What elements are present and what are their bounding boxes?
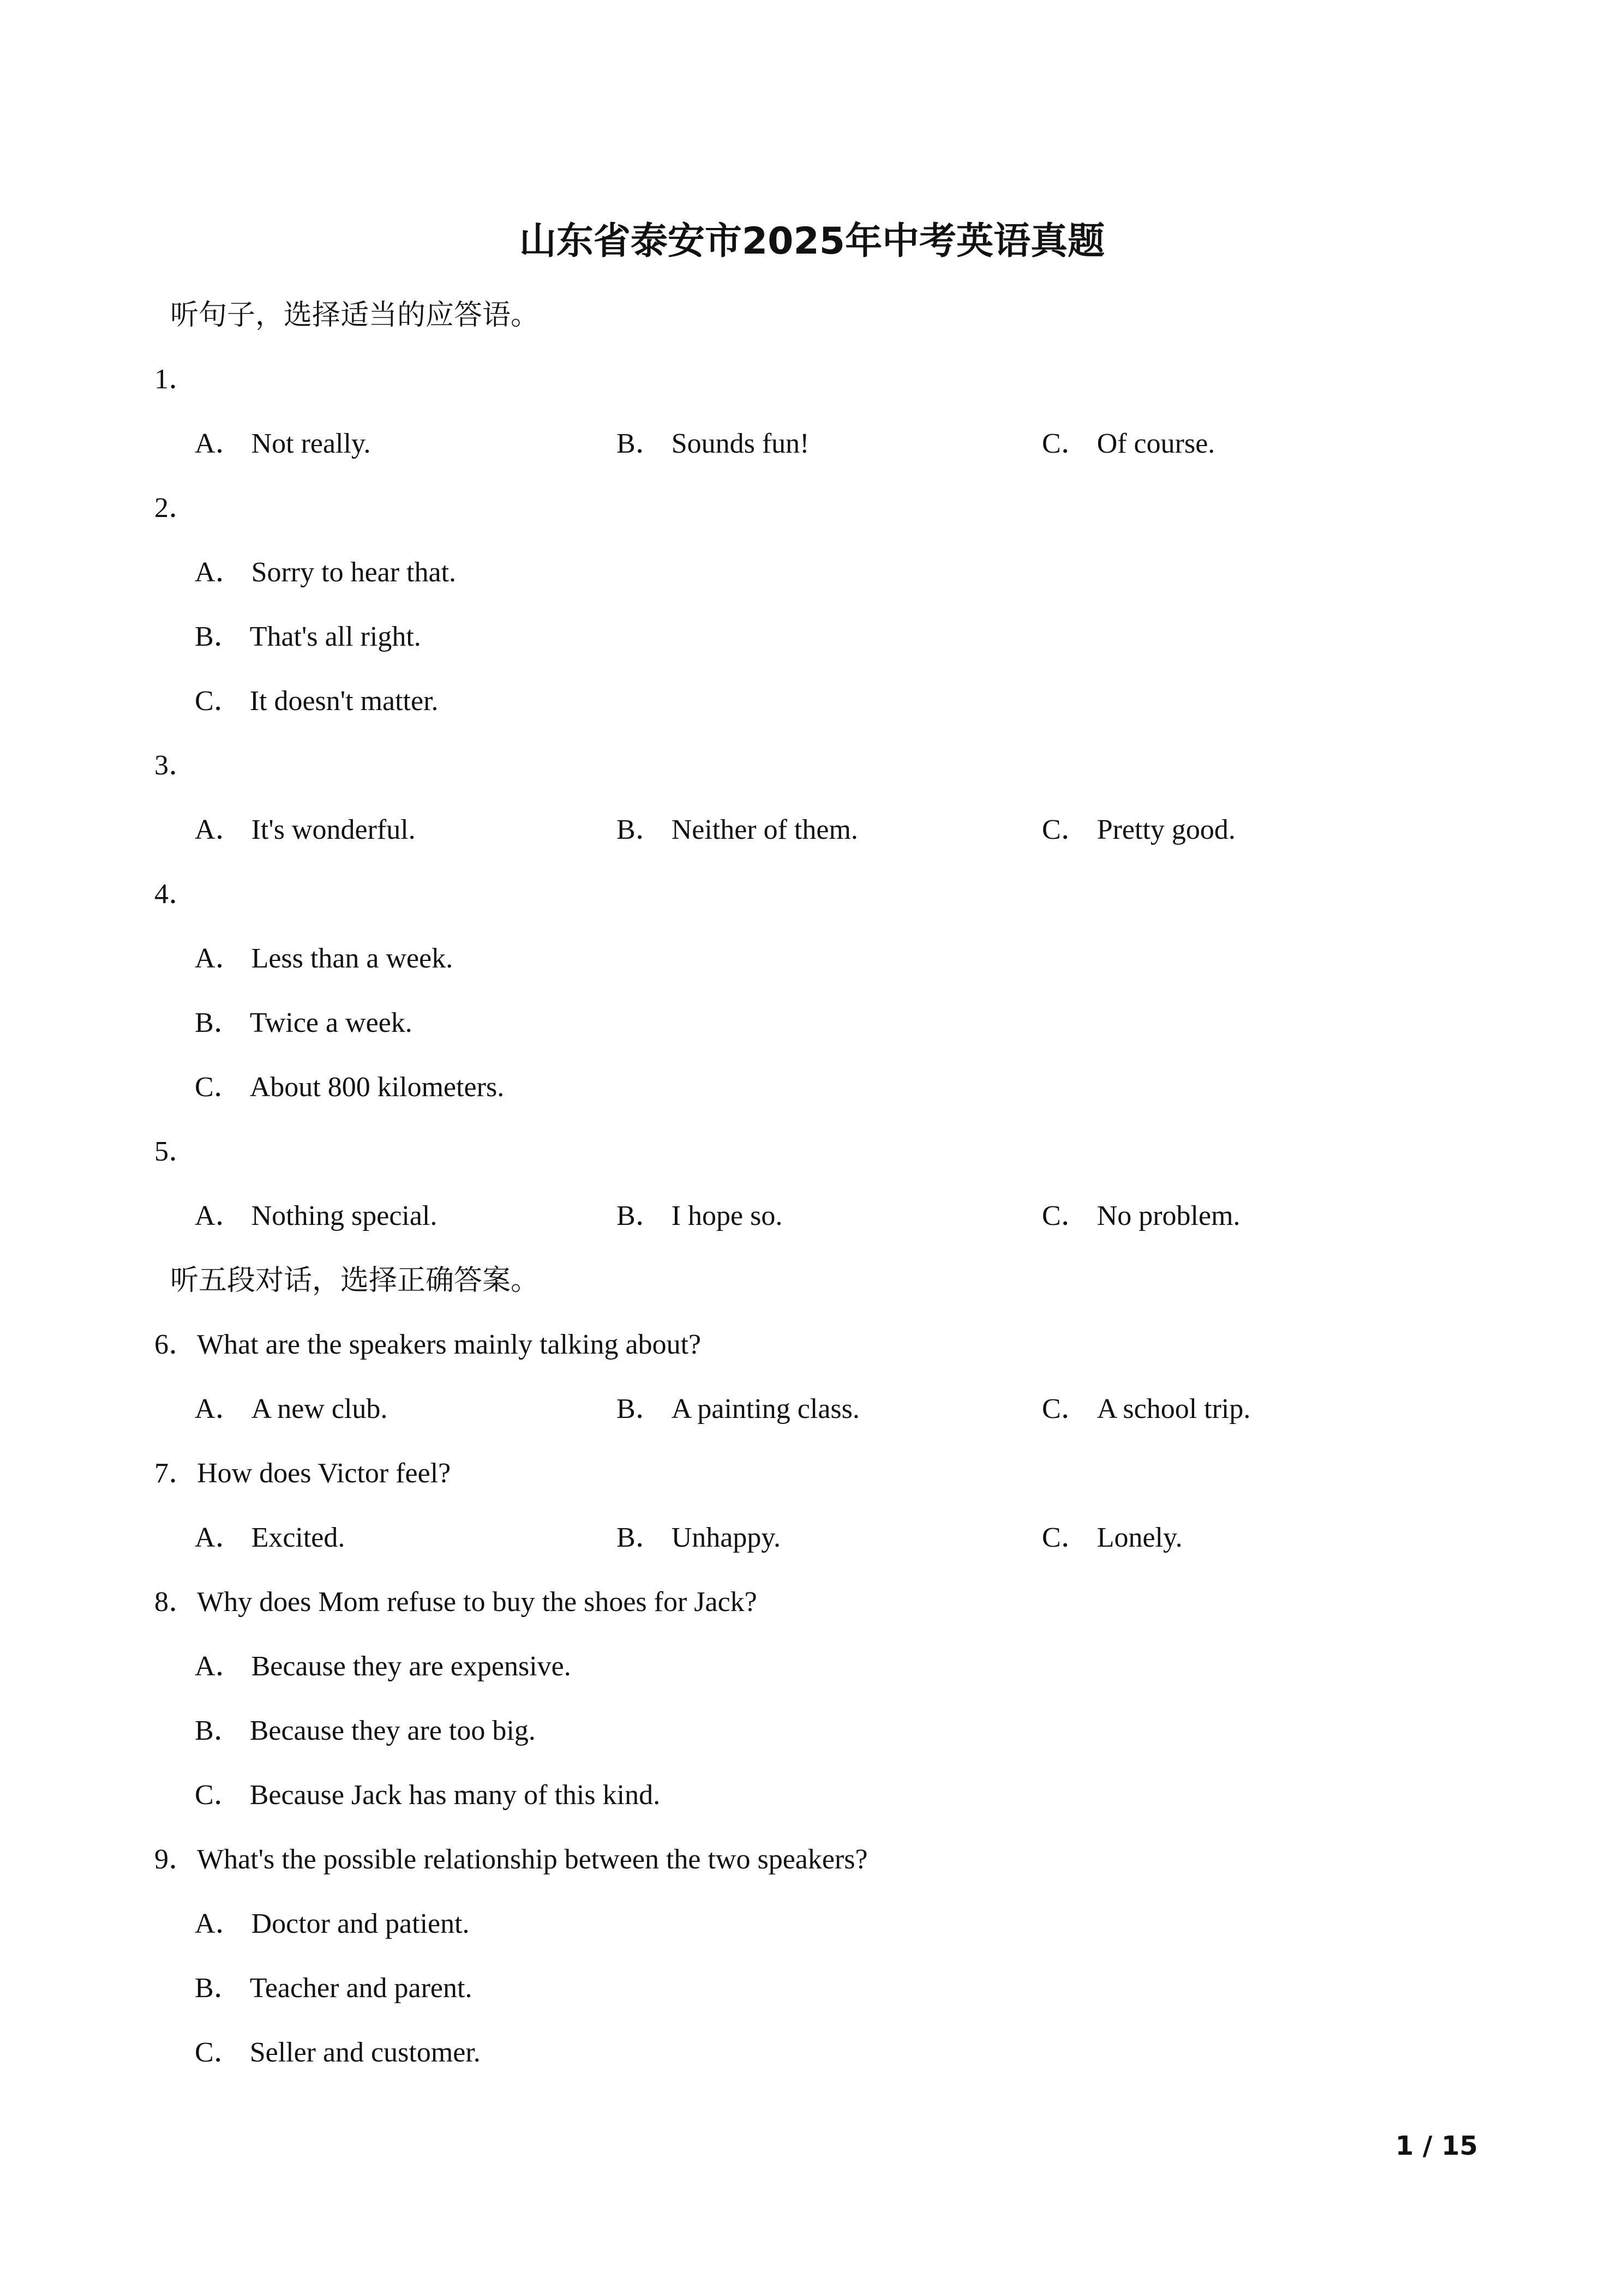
question-stem — [154, 1838, 868, 1882]
section-instruction-2: 听五段对话，选择正确答案。 — [170, 1264, 540, 1297]
option-a — [195, 1387, 387, 1431]
question-text: How does Victor feel? — [197, 1458, 451, 1489]
question-text: Why does Mom refuse to buy the shoes for Jack? — [197, 1586, 757, 1618]
option-label: B． — [195, 621, 242, 652]
question-number: 4． — [154, 879, 197, 910]
option-b — [616, 808, 858, 852]
option-text: Teacher and parent. — [249, 1973, 472, 2004]
option-b — [616, 1516, 781, 1560]
option-text: Because they are too big. — [249, 1715, 536, 1746]
option-a — [195, 422, 371, 466]
option-text: Not really. — [251, 428, 371, 459]
option-a — [195, 1194, 437, 1238]
option-a — [195, 1645, 571, 1688]
question-number: 7． — [154, 1458, 197, 1489]
option-label: C． — [195, 1072, 242, 1103]
option-b — [616, 1387, 860, 1431]
option-b — [195, 615, 421, 659]
question-number: 2． — [154, 492, 197, 524]
option-label: C． — [195, 2037, 242, 2068]
option-text: Unhappy. — [671, 1522, 781, 1553]
question-text: What's the possible relationship between the two speakers? — [197, 1844, 868, 1875]
option-label: C． — [1042, 1393, 1089, 1425]
option-text: Lonely. — [1096, 1522, 1183, 1553]
option-text: A painting class. — [671, 1393, 860, 1425]
option-label: A． — [195, 428, 244, 459]
section-instruction-1: 听句子，选择适当的应答语。 — [170, 299, 540, 332]
option-label: A． — [195, 1908, 244, 1939]
option-label: B． — [616, 1393, 664, 1425]
option-text: That's all right. — [249, 621, 421, 652]
option-text: Nothing special. — [251, 1200, 438, 1231]
option-text: Because Jack has many of this kind. — [249, 1780, 661, 1811]
option-b — [195, 1967, 472, 2010]
option-a — [195, 937, 453, 981]
option-text: Less than a week. — [251, 943, 453, 974]
option-text: Of course. — [1096, 428, 1215, 459]
option-c — [1042, 1387, 1250, 1431]
option-label: C． — [1042, 1522, 1089, 1553]
option-c — [195, 1774, 660, 1817]
question-number: 8． — [154, 1586, 197, 1618]
option-text: Twice a week. — [249, 1007, 412, 1038]
option-label: A． — [195, 1393, 244, 1425]
option-label: A． — [195, 814, 244, 845]
option-text: Neither of them. — [671, 814, 858, 845]
option-label: C． — [195, 686, 242, 717]
option-label: A． — [195, 557, 244, 588]
option-c — [1042, 1516, 1183, 1560]
question-number: 3． — [154, 750, 197, 781]
option-c — [195, 1066, 504, 1109]
question-stem — [154, 1452, 451, 1495]
option-text: It doesn't matter. — [249, 686, 439, 717]
option-c — [1042, 422, 1215, 466]
option-label: B． — [616, 428, 664, 459]
option-label: B． — [616, 1522, 664, 1553]
option-text: No problem. — [1096, 1200, 1241, 1231]
option-label: B． — [195, 1973, 242, 2004]
option-label: B． — [195, 1007, 242, 1038]
option-c — [195, 680, 439, 723]
option-label: C． — [1042, 428, 1089, 459]
question-number: 6． — [154, 1329, 197, 1360]
option-label: B． — [195, 1715, 242, 1746]
option-text: A new club. — [251, 1393, 388, 1425]
option-text: Sounds fun! — [671, 428, 810, 459]
option-text: I hope so. — [671, 1200, 783, 1231]
option-label: C． — [1042, 1200, 1089, 1231]
option-text: Sorry to hear that. — [251, 557, 457, 588]
option-label: A． — [195, 943, 244, 974]
option-label: B． — [616, 1200, 664, 1231]
option-text: A school trip. — [1096, 1393, 1251, 1425]
question-number: 9． — [154, 1844, 197, 1875]
option-c — [1042, 808, 1236, 852]
option-b — [195, 1709, 536, 1753]
option-text: Seller and customer. — [249, 2037, 481, 2068]
document-title: 山东省泰安市2025年中考英语真题 — [519, 220, 1105, 263]
option-text: About 800 kilometers. — [249, 1072, 505, 1103]
option-text: Because they are expensive. — [251, 1651, 571, 1682]
question-number: 1． — [154, 364, 197, 395]
option-a — [195, 1516, 345, 1560]
question-text: What are the speakers mainly talking about? — [197, 1329, 702, 1360]
option-label: C． — [1042, 814, 1089, 845]
option-text: Doctor and patient. — [251, 1908, 470, 1939]
option-text: It's wonderful. — [251, 814, 416, 845]
option-a — [195, 551, 456, 594]
option-c — [195, 2031, 481, 2075]
option-label: A． — [195, 1522, 244, 1553]
page-indicator: 1 / 15 — [1395, 2131, 1478, 2161]
question-stem — [154, 1580, 757, 1624]
option-label: A． — [195, 1200, 244, 1231]
option-label: B． — [616, 814, 664, 845]
option-b — [616, 422, 809, 466]
option-a — [195, 1902, 470, 1946]
question-number: 5． — [154, 1136, 197, 1167]
question-stem — [154, 1323, 701, 1367]
option-label: C． — [195, 1780, 242, 1811]
option-label: A． — [195, 1651, 244, 1682]
option-text: Pretty good. — [1096, 814, 1236, 845]
option-a — [195, 808, 416, 852]
option-b — [195, 1001, 412, 1045]
option-b — [616, 1194, 782, 1238]
option-c — [1042, 1194, 1241, 1238]
option-text: Excited. — [251, 1522, 345, 1553]
